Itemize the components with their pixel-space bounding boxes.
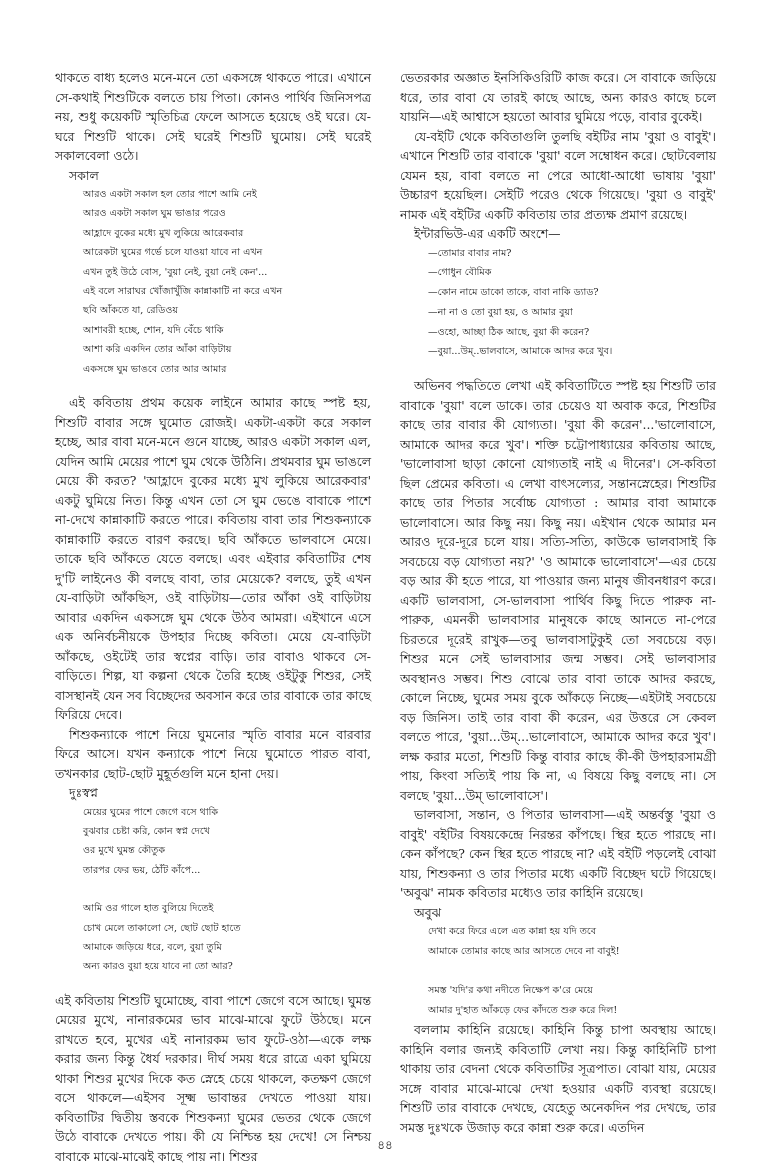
poem-duswapno	[83, 803, 371, 977]
poem-line: দেখা করে ফিরে এলে এত কান্না হয় যদি তবে	[428, 926, 597, 938]
poem-interview-title: ইন্টারভিউ-এর একটি অংশে—	[414, 226, 561, 241]
right-column	[400, 68, 716, 1137]
right-paragraph-2: যে-বইটি থেকে কবিতাগুলি তুলছি বইটির নাম 'বুয়া ও বাবুই'। এখানে শিশুটি তার বাবাকে 'বুয়া' বলে সম্বোধন করে। ছোটবেলায় যেমন হয়, বাবা বলতে না পেরে আধো-আধো ভাষায় 'বুয়া' উচ্চারণ হয়েছিল। সেইটি পরেও থেকে গিয়েছে। 'বুয়া ও বাবুই' নামক এই বইটির একটি কবিতায় তার প্রত্যক্ষ প্রমাণ রয়েছে।	[400, 128, 716, 222]
poem-line: আমি ওর গালে হাত বুলিয়ে দিতেই	[83, 903, 214, 915]
poem-line: আশা করি একদিন তোর আঁকা বাড়িটায়	[83, 344, 232, 356]
poem-line: আরেকটা ঘুমের গর্ভে চলে যাওয়া যাবে না এখন	[83, 247, 263, 259]
poem-interview	[428, 244, 716, 363]
poem-line: একসঙ্গে ঘুম ভাঙবে তোর আর আমার	[83, 363, 227, 375]
stanza-break	[83, 880, 371, 899]
poem-line: আরও একটা সকাল ঘুম ভাঙার পরেও	[83, 208, 226, 220]
poem-line: ওর মুখে ঘুমন্ত কৌতুক	[83, 845, 166, 857]
poem-line: —গোধুন বৌমিক	[428, 267, 492, 279]
left-paragraph-3: শিশুকন্যাকে পাশে নিয়ে ঘুমনোর স্মৃতি বাবার মনে বারবার ফিরে আসে। যখন কন্যাকে পাশে নিয়ে ঘুমোতে পারত বাবা, তখনকার ছোট-ছোট মুহূর্তগুলি মনে হানা দেয়।	[55, 726, 371, 781]
poem-obujh	[428, 922, 716, 1020]
poem-line: আমাকে জড়িয়ে ধরে, বলে, বুয়া তুমি	[83, 942, 222, 953]
poem-line: আমার দু'হাত আঁকড়ে ফের কাঁদতে শুরু করে দিল!	[428, 1004, 618, 1016]
right-paragraph-5: বললাম কাহিনি রয়েছে। কাহিনি কিন্তু চাপা অবস্থায় আছে। কাহিনি বলার জন্যই কবিতাটি লেখা নয়। কিন্তু কাহিনিটি চাপা থাকায় তার বেদনা থেকে কবিতাটির সূত্রপাত। বোঝা যায়, মেয়ের সঙ্গে বাবার মাঝে-মাঝে দেখা হওয়ার একটি ব্যবস্থা রয়েছে। শিশুটি তার বাবাকে দেখছে, যেহেতু অনেকদিন পর দেখছে, তার সমস্ত দুঃখকে উজাড় করে কান্না শুরু করে। এতদিন	[400, 1022, 716, 1135]
left-column	[55, 68, 371, 1166]
poem-obujh-title: অবুঝ	[414, 904, 442, 920]
poem-line: আহ্লাদে বুকের মধ্যে মুখ লুকিয়ে আরেকবার	[83, 227, 244, 239]
poem-line: ছবি আঁকতে যা, রেডিওয়	[83, 305, 179, 317]
poem-line: আশাবরী হচ্ছে, শোন, যদি বেঁচে থাকি	[83, 324, 224, 336]
poem-line: —না না ও তো বুয়া হয়, ও আমার বুয়া	[428, 306, 573, 318]
poem-line: —বুয়া...উম্..ভালবাসে, আমাকে আদর করে খুব।	[428, 346, 613, 358]
stanza-break	[428, 962, 716, 981]
poem-line: আমাকে তোমার কাছে আর আসতে দেবে না বাবুই!	[428, 946, 620, 958]
right-paragraph-1: ভেতরকার অজ্ঞাত ইনসিকিওরিটি কাজ করে। সে বাবাকে জড়িয়ে ধরে, তার বাবা যে তারই কাছে আছে, অন্য কারও কাছে চলে যায়নি—এই আশ্বাসে হয়তো আবার ঘুমিয়ে পড়ে, বাবার বুকেই।	[400, 70, 716, 124]
left-paragraph-1: থাকতে বাধ্য হলেও মনে-মনে তো একসঙ্গে থাকতে পারে। এখানে সে-কথাই শিশুটিকে বলতে চায় পিতা। কোনও পার্থিব জিনিসপত্র নয়, শুধু কয়েকটি স্মৃতিচিত্র ফেলে আসতে হয়েছে ওই ঘরে। যে-ঘরে শিশুটি থাকে। সেই ঘরেই শিশুটি ঘুমোয়। সেই ঘরেই সকালবেলা ওঠে।	[55, 70, 371, 163]
poem-line: অন্য কারও বুয়া হয়ে যাবে না তো আর?	[83, 961, 233, 973]
poem-line: বুঝবার চেষ্টা করি, কোন স্বপ্ন দেখে	[83, 825, 210, 837]
poem-line: —তোমার বাবার নাম?	[428, 247, 512, 259]
right-paragraph-3: অভিনব পদ্ধতিতে লেখা এই কবিতাটিতে স্পষ্ট হয় শিশুটি তার বাবাকে 'বুয়া' বলে ডাকে। তার চেয়েও যা অবাক করে, শিশুটির কাছে তার বাবার কী যোগ্যতা। 'বুয়া কী করেন'...'ভালোবাসে, আমাকে আদর করে খুব'। শক্তি চট্টোপাধ্যায়ের কবিতায় আছে, 'ভালোবাসা ছাড়া কোনো যোগ্যতাই নাই এ দীনের'। সে-কবিতা ছিল প্রেমের কবিতা। এ লেখা বাৎসল্যের, সন্তানস্নেহের। শিশুটির কাছে তার পিতার সর্বোচ্চ যোগ্যতা : আমার বাবা আমাকে ভালোবাসে। আর কিছু নয়। কিছু নয়। এইখান থেকে আমার মন আরও দূরে-দূরে চলে যায়। সত্যি-সত্যি, কাউকে ভালবাসাই কি সবচেয়ে বড় যোগ্যতা নয়?' 'ও আমাকে ভালোবাসে'—এর চেয়ে বড় আর কী হতে পারে, যা পাওয়ার জন্য মানুষ জীবনধারণ করে। একটি ভালবাসা, সে-ভালবাসা পার্থিব কিছু দিতে পারুক না-পারুক, এমনকী ভালবাসার মানুষকে কাছে আনতে না-পেরে চিরতরে দূরেই রাখুক—তবু ভালবাসাটুকুই তো সবচেয়ে বড়। শিশুর মনে সেই ভালবাসার জন্ম সম্ভব। সেই ভালবাসার অবস্থানও সম্ভব। শিশু বোঝে তার বাবা তাকে আদর করছে, কোলে নিচ্ছে, ঘুমের সময় বুকে আঁকড়ে নিচ্ছে—এইটাই সবচেয়ে বড় জিনিস। তাই তার বাবা কী করেন, এর উত্তরে সে কেবল বলতে পারে, 'বুয়া...উম্...ভালোবাসে, আমাকে আদর করে খুব'। লক্ষ করার মতো, শিশুটি কিন্তু বাবার কাছে কী-কী উপহারসামগ্রী পায়, কিংবা সত্যিই পায় কি না, এ বিষয়ে কিছু বলছে না। সে বলছে 'বুয়া...উম্ ভালোবাসে'।	[400, 378, 716, 803]
right-paragraph-4: ভালবাসা, সন্তান, ও পিতার ভালবাসা—এই অন্তর্বস্তু 'বুয়া ও বাবুই' বইটির বিষয়কেন্দ্রে নিরন্তর কাঁপছে। স্থির হতে পারছে না। কেন কাঁপছে? কেন স্থির হতে পারছে না? এই বইটি পড়লেই বোঝা যায়, শিশুকন্যা ও তার পিতার মধ্যে একটি বিচ্ছেদ ঘটে গিয়েছে। 'অবুঝ' নামক কবিতার মধ্যেও তার কাহিনি রয়েছে।	[400, 807, 716, 901]
poem-line: এখন তুই উঠে বোস, 'বুয়া নেই, বুয়া নেই কেন'...	[83, 266, 268, 278]
poem-line: চোখ মেলে তাকালো সে, ছোট ছোট হাতে	[83, 922, 241, 934]
poem-line: আরও একটা সকাল হল তোর পাশে আমি নেই	[83, 189, 257, 200]
poem-sokal-title: সকাল	[69, 167, 99, 183]
poem-line: মেয়ের ঘুমের পাশে জেগে বসে থাকি	[83, 806, 219, 818]
poem-line: —ওহো, আচ্ছা ঠিক আছে, বুয়া কী করেন?	[428, 326, 590, 338]
poem-line: সমস্ত 'যদি'র কথা নদীতে নিক্ষেপ ক'রে মেয়ে	[428, 984, 593, 996]
poem-duswapno-title: দুঃস্বপ্ন	[69, 785, 98, 801]
poem-line: এই বলে সারাঘর খোঁজাখুঁজি কান্নাকাটি না করে এখন	[83, 286, 283, 298]
page-number: ৪৪	[377, 1138, 393, 1152]
poem-sokal	[83, 185, 371, 379]
poem-line: —কোন নামে ডাকো তাকে, বাবা নাকি ড্যাড?	[428, 287, 599, 299]
poem-line: তারপর ফের ভয়, ঠোঁট কাঁপে...	[83, 864, 201, 876]
left-paragraph-4: এই কবিতায় শিশুটি ঘুমোচ্ছে, বাবা পাশে জেগে বসে আছে। ঘুমন্ত মেয়ের মুখে, নানারকমের ভাব মাঝে-মাঝে ফুটে উঠছে। মনে রাখতে হবে, মুখের এই নানারকম ভাব ফুটে-ওঠা—একে লক্ষ করার জন্য কিন্তু ধৈর্য দরকার। দীর্ঘ সময় ধরে রাত্রে একা ঘুমিয়ে থাকা শিশুর মুখের দিকে কত স্নেহে চেয়ে থাকলে, কতক্ষণ জেগে বসে থাকলে—এইসব সূক্ষ্ম ভাবান্তর দেখতে পাওয়া যায়। কবিতাটির দ্বিতীয় স্তবকে শিশুকন্যা ঘুমের ভেতর থেকে জেগে উঠে বাবাকে দেখতে পায়। কী যে নিশ্চিন্ত হয় দেখে! সে নিশ্চয় বাবাকে মাঝে-মাঝেই কাছে পায় না। শিশুর	[55, 992, 371, 1164]
left-paragraph-2: এই কবিতায় প্রথম কয়েক লাইনে আমার কাছে স্পষ্ট হয়, শিশুটি বাবার সঙ্গে ঘুমোত রোজই। একটা-একটা করে সকাল হচ্ছে, আর বাবা মনে-মনে গুনে যাচ্ছে, আরও একটা সকাল এল, যেদিন আমি মেয়ের পাশে ঘুম থেকে উঠিনি। প্রথমবার ঘুম ভাঙলে মেয়ে কী করত? 'আহ্লাদে বুকের মধ্যে মুখ লুকিয়ে আরেকবার' একটু ঘুমিয়ে নিত। কিন্তু এখন তো সে ঘুম ভেঙে বাবাকে পাশে না-দেখে কান্নাকাটি করতে পারে। কবিতায় বাবা তার শিশুকন্যাকে কান্নাকাটি করতে বারণ করছে। ছবি আঁকতে ভালবাসে মেয়ে। তাকে ছবি আঁকতে যেতে বলছে। এবং এইবার কবিতাটির শেষ দু'টি লাইনেও কী বলছে বাবা, তার মেয়েকে? বলছে, তুই এখন যে-বাড়িটা আঁকছিস, ওই বাড়িটায়—তোর আঁকা ওই বাড়িটায় আবার একদিন একসঙ্গে ঘুম থেকে উঠব আমরা। এইখানে এসে এক অনির্বচনীয়কে উপহার দিচ্ছে কবিতা। মেয়ে যে-বাড়িটা আঁকছে, ওইটেই তার স্বপ্নের বাড়ি। তার বাবাও থাকবে সে-বাড়িতে। শিল্প, যা কল্পনা থেকে তৈরি হচ্ছে ওইটুকু শিশুর, সেই বাসস্থানই যেন সব বিচ্ছেদের অবসান করে তার বাবাকে তার কাছে ফিরিয়ে দেবে।	[55, 395, 371, 723]
